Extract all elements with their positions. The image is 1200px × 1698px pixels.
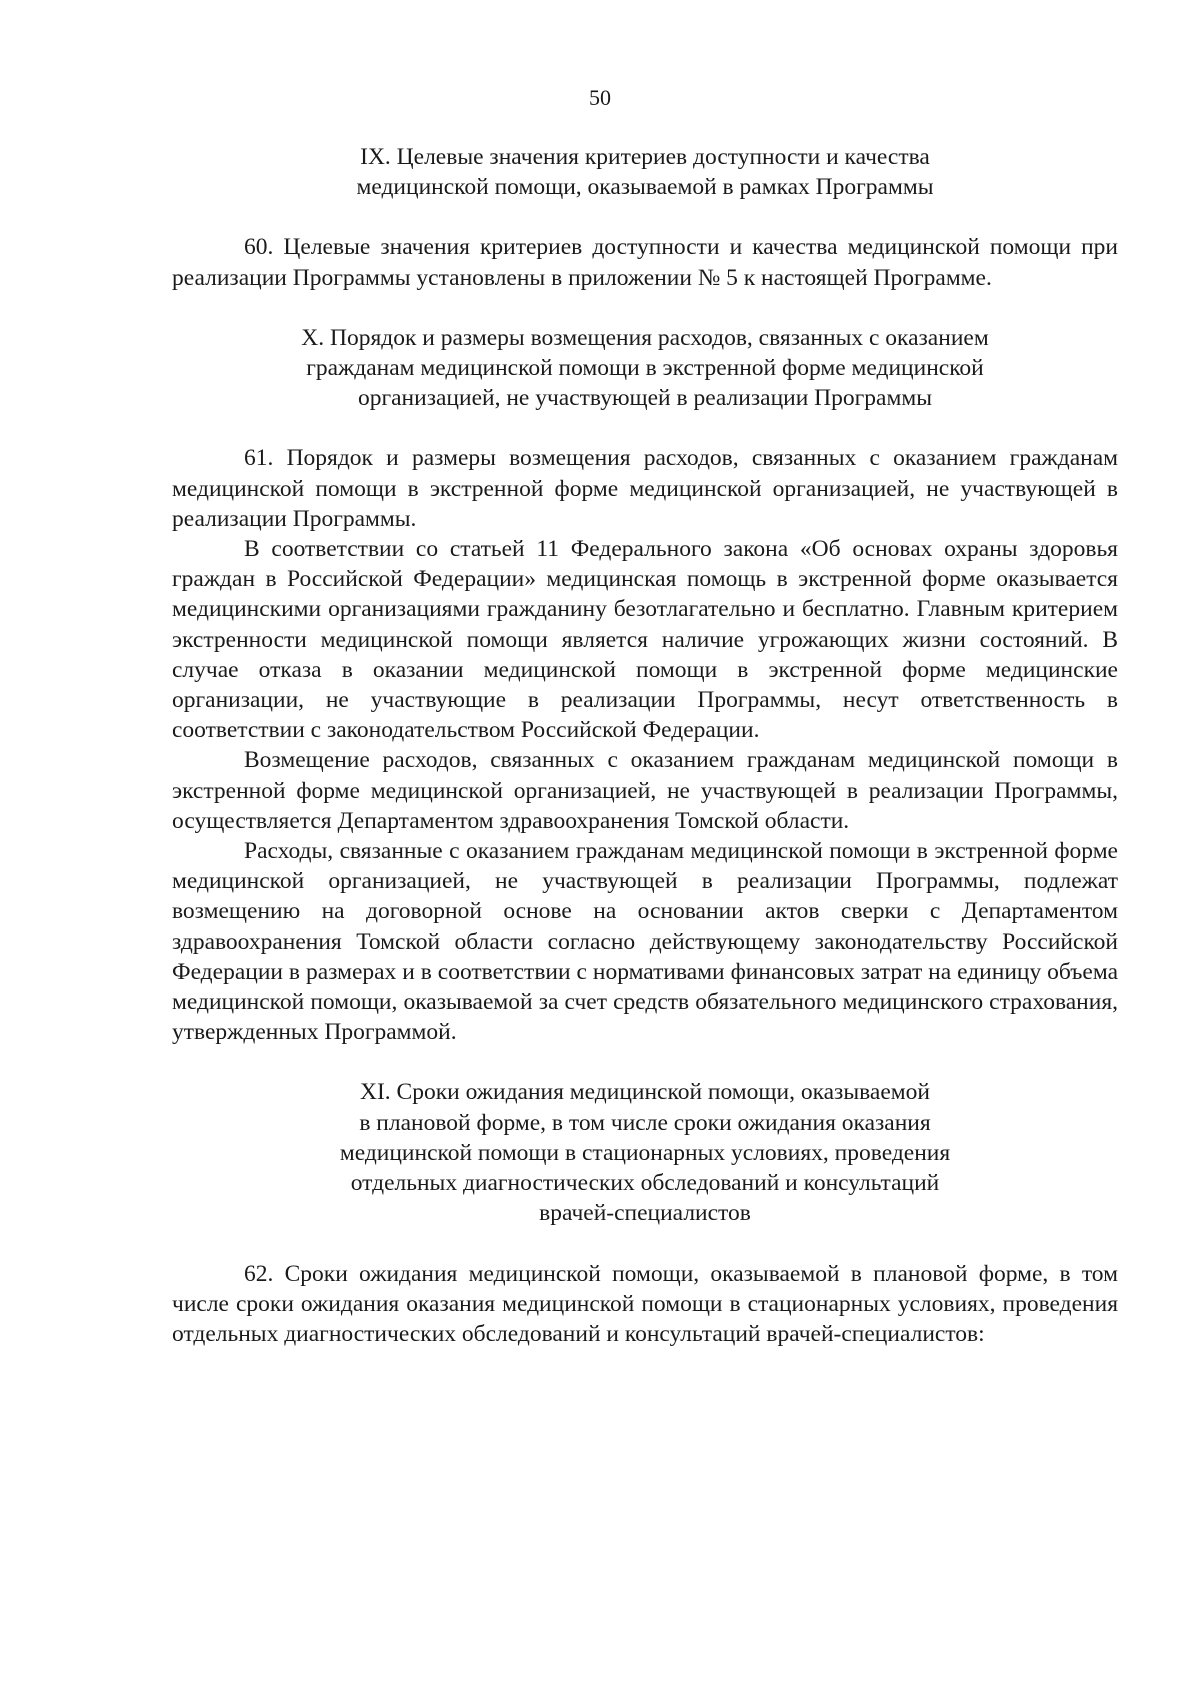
heading-line: отдельных диагностических обследований и консультаций xyxy=(350,1170,940,1197)
page-content xyxy=(172,142,1118,1349)
paragraph-61: 61. Порядок и размеры возмещения расходов, связанных с оказанием гражданам медицинской помощи в экстренной форме медицинской организацией, не участвующей в реализации Программы. xyxy=(172,445,1118,532)
heading-line: X. Порядок и размеры возмещения расходов, связанных с оказанием xyxy=(301,324,989,351)
paragraph-expenses: Расходы, связанные с оказанием гражданам медицинской помощи в экстренной форме медицинской организацией, не участвующей в реализации Программы, подлежат возмещению на договорной основе на основании актов сверки с Департаментом здравоохранения Томской области согласно действующему законодательству Российской Федерации в размерах и в соответствии с нормативами финансовых затрат на единицу объема медицинской помощи, оказываемой за счет средств обязательного медицинского страхования, утвержденных Программой. xyxy=(172,838,1118,1046)
paragraph-article-11: В соответствии со статьей 11 Федерального закона «Об основах охраны здоровья граждан в Российской Федерации» медицинская помощь в экстренной форме оказывается медицинскими организациями гражданину безотлагательно и бесплатно. Главным критерием экстренности медицинской помощи является наличие угрожающих жизни состояний. В случае отказа в оказании медицинской помощи в экстренной форме медицинские организации, не участвующие в реализации Программы, несут ответственность в соответствии с законодательством Российской Федерации. xyxy=(172,536,1118,744)
section-9-heading xyxy=(172,142,1118,202)
heading-line: медицинской помощи в стационарных условиях, проведения xyxy=(339,1139,951,1166)
section-10-heading xyxy=(172,323,1118,414)
heading-line: XI. Сроки ожидания медицинской помощи, оказываемой xyxy=(360,1079,930,1106)
heading-line: в плановой форме, в том числе сроки ожидания оказания xyxy=(359,1109,931,1136)
heading-line: медицинской помощи, оказываемой в рамках Программы xyxy=(356,174,934,201)
paragraph-reimbursement: Возмещение расходов, связанных с оказанием гражданам медицинской помощи в экстренной форме медицинской организацией, не участвующей в реализации Программы, осуществляется Департаментом здравоохранения Томской области. xyxy=(172,747,1118,834)
page-number: 50 xyxy=(589,85,611,110)
heading-line: гражданам медицинской помощи в экстренной форме медицинской xyxy=(306,355,984,382)
heading-line: IX. Целевые значения критериев доступности и качества xyxy=(360,144,930,170)
heading-line: организацией, не участвующей в реализации Программы xyxy=(357,385,933,412)
paragraph-62: 62. Сроки ожидания медицинской помощи, оказываемой в плановой форме, в том числе сроки ожидания оказания медицинской помощи в стационарных условиях, проведения отдельных диагностических обследований и консультаций врачей-специалистов: xyxy=(172,1260,1118,1347)
section-11-heading xyxy=(172,1077,1118,1228)
heading-line: врачей-специалистов xyxy=(539,1200,751,1227)
paragraph-60: 60. Целевые значения критериев доступности и качества медицинской помощи при реализации Программы установлены в приложении № 5 к настоящей Программе. xyxy=(172,234,1118,291)
